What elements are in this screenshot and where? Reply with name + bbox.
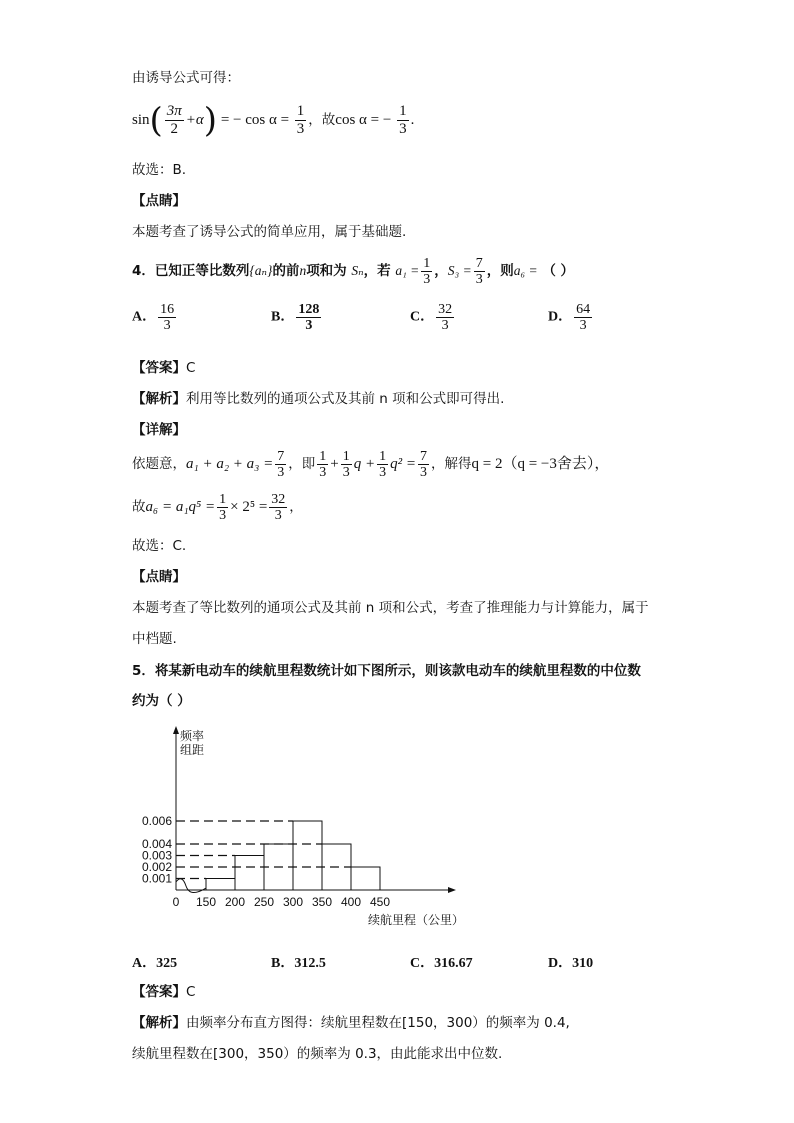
histogram-bar-5 [351,867,380,890]
q4-option-b: B． $\frac{128}{3}$ [271,302,320,333]
q3-choice: 故选：B. [132,162,187,178]
histogram-bar-3 [293,821,322,890]
q4-answer: 【答案】C [132,360,196,376]
q4-comment-title: 【点睛】 [132,569,186,585]
q3-comment: 本题考查了诱导公式的简单应用，属于基础题. [132,224,407,240]
y-tick-label-2: 0.003 [141,848,172,863]
q5-analysis-line1: 【解析】由频率分布直方图得：续航里程数在[150，300）的频率为 0.4, [132,1015,570,1031]
histogram-chart [120,720,500,940]
q4-stem: 4．已知正等比数列{aₙ}的前n项和为 Sₙ，若 a₁ = $\frac{1}{3}$ ，S₃ = $\frac{7}{3}$ ，则a₆ = （ ） [132,255,575,287]
x-tick-label-1: 200 [224,895,246,909]
q4-comment-line1: 本题考查了等比数列的通项公式及其前 n 项和公式，考查了推理能力与计算能力，属于 [132,600,649,616]
q4-detail-line2: 故a₆ = a₁q⁵ = $\frac{1}{3}$ × 2⁵ = $\frac{32}{3}$ ， [132,491,303,523]
x-tick-label-6: 450 [369,895,391,909]
x-tick-label-5: 400 [340,895,362,909]
q4-option-d: D． $\frac{64}{3}$ [548,302,591,333]
origin-label: 0 [172,895,180,909]
y-axis-arrow [173,726,179,734]
q3-comment-title: 【点睛】 [132,193,186,209]
fraction-one-third: $\frac{1}{3}$ [296,103,305,138]
q5-stem-line1: 5．将某新电动车的续航里程数统计如下图所示，则该款电动车的续航里程数的中位数 [132,663,641,679]
q4-detail-title: 【详解】 [132,422,186,438]
x-axis-arrow [448,887,456,893]
q5-option-d: D．310 [548,956,594,971]
q4-detail-line1: 依题意，a₁ + a₂ + a₃ = $\frac{7}{3}$ ，即 $\frac{1}{3}$ + $\frac{1}{3}$ q + $\frac{1}{3}$ q² = $\frac{7}{3}$ ，解得q = 2（q = −3舍去）， [132,448,610,480]
intro-line: 由诱导公式可得： [132,70,240,86]
q4-choice: 故选：C. [132,538,187,554]
q5-option-c: C．316.67 [410,956,473,971]
q4-option-c: C． $\frac{32}{3}$ [410,302,453,333]
y-label-bottom: 组距 [180,743,205,757]
y-tick-label-1: 0.002 [141,860,172,874]
y-tick-label-3: 0.004 [141,837,172,851]
q4-comment-line2: 中档题. [132,631,177,647]
q4-analysis: 【解析】利用等比数列的通项公式及其前 n 项和公式即可得出. [132,391,505,407]
y-tick-label-0: 0.001 [141,871,172,886]
q5-stem-line2: 约为（ ） [132,693,191,709]
y-tick-label-4: 0.006 [141,814,172,828]
q5-answer: 【答案】C [132,984,196,1000]
x-tick-label-2: 250 [253,895,275,909]
q5-analysis-line2: 续航里程数在[300，350）的频率为 0.3，由此能求出中位数. [132,1046,503,1062]
x-axis-label: 续航里程（公里） [368,913,465,927]
histogram-bar-1 [235,856,264,891]
q5-option-b: B．312.5 [271,956,326,971]
q5-option-a: A．325 [132,956,178,971]
fraction-one-third-2: $\frac{1}{3}$ [399,103,407,138]
histogram-bar-0 [206,879,235,891]
x-tick-label-0: 150 [195,895,217,909]
sin-text: sin [132,112,150,128]
x-tick-label-4: 350 [311,895,333,909]
y-label-top: 频率 [180,729,205,743]
induction-equation: sin( $\frac{3\pi}{2}$ +α) = − cos α = $\frac{1}{3}$ ，故cos α = − $\frac{1}{3}$ . [132,100,415,141]
q4-option-a: A． $\frac{16}{3}$ [132,302,175,333]
x-tick-label-3: 300 [282,895,304,909]
fraction-3pi-2: $\frac{3\pi}{2}$ [166,103,182,138]
